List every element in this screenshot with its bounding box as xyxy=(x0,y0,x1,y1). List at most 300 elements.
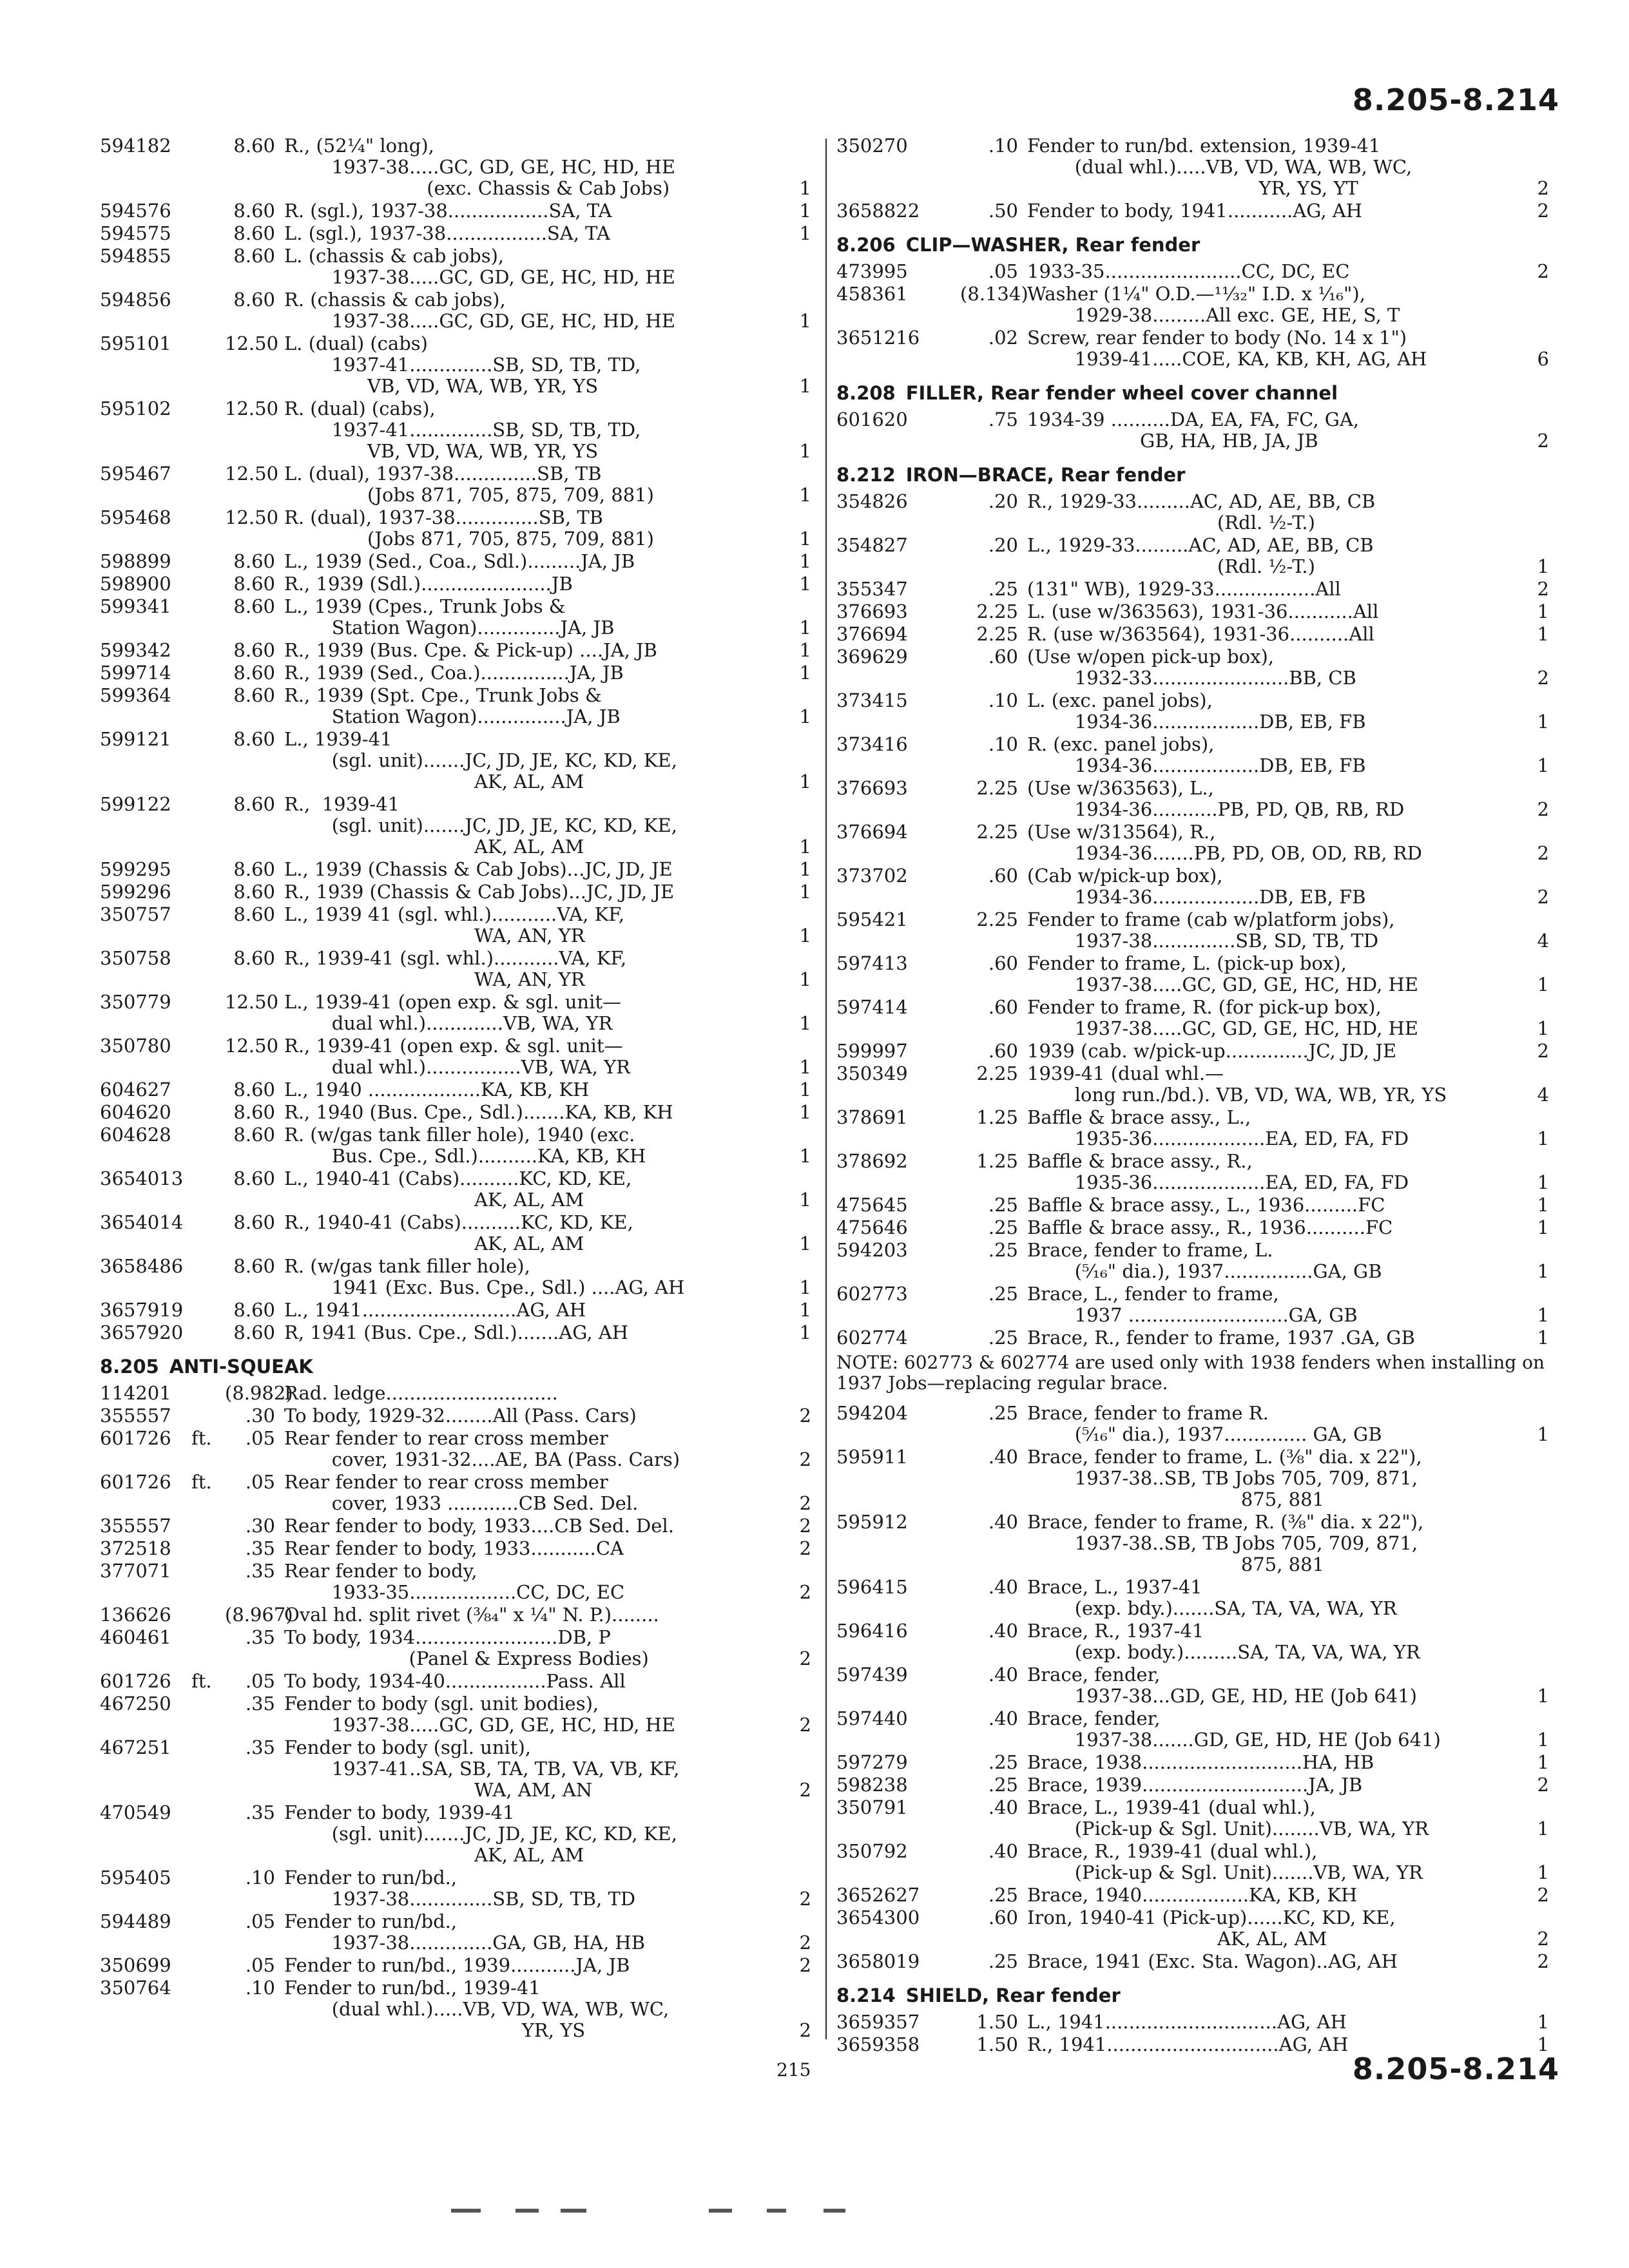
section-8208-entries xyxy=(836,409,1553,452)
part-description: R., 1940-41 (Cabs)..........KC, KD, KE, AK, AL, AM xyxy=(284,1211,633,1254)
part-price: .40 xyxy=(988,1576,1018,1598)
part-number: 3658486 xyxy=(100,1255,184,1277)
part-price: .25 xyxy=(988,1751,1018,1773)
part-entry xyxy=(836,579,1553,600)
part-entry xyxy=(836,1217,1553,1238)
unit-flag xyxy=(927,261,960,282)
part-quantity: 2 xyxy=(1537,886,1549,908)
part-price: 8.60 xyxy=(233,728,275,750)
part-number: 350270 xyxy=(836,135,908,157)
section-title: ANTI-SQUEAK xyxy=(169,1356,313,1378)
part-quantity: 2 xyxy=(1537,798,1549,820)
part-entry xyxy=(100,1428,815,1470)
unit-flag xyxy=(927,135,960,199)
part-quantity: 1 xyxy=(1537,1304,1549,1326)
part-quantity: 1 xyxy=(1537,1017,1549,1039)
part-number: 377071 xyxy=(100,1560,171,1582)
unit-flag xyxy=(191,1561,225,1603)
part-entry xyxy=(100,948,815,990)
part-entry xyxy=(100,1124,815,1167)
unit-flag xyxy=(927,1885,960,1906)
section-heading-8206 xyxy=(836,235,1553,256)
part-price: (8.134) xyxy=(960,283,1028,305)
part-price: .60 xyxy=(988,646,1018,668)
part-description: Fender to frame (cab w/platform jobs), 1937-38..............SB, SD, TB, TD xyxy=(1027,908,1395,952)
part-quantity: 2 xyxy=(1537,1774,1549,1796)
part-quantity: 1 xyxy=(1537,1171,1549,1193)
part-number: 604620 xyxy=(100,1101,171,1123)
part-number: 599122 xyxy=(100,793,171,815)
part-quantity: 2 xyxy=(799,1405,811,1427)
part-entry xyxy=(100,573,815,595)
part-number: 594576 xyxy=(100,200,171,222)
unit-flag xyxy=(191,135,225,199)
part-description: Oval hd. split rivet (⅜₄" x ¼" N. P.)........ xyxy=(284,1604,659,1626)
part-entry xyxy=(100,1627,815,1669)
unit-flag xyxy=(927,535,960,577)
part-price: .60 xyxy=(988,996,1018,1018)
part-price: .35 xyxy=(245,1736,275,1758)
part-price: .05 xyxy=(245,1471,275,1493)
part-quantity: 1 xyxy=(799,440,811,462)
part-price: 12.50 xyxy=(225,1035,279,1057)
part-price: .02 xyxy=(988,327,1018,349)
part-description: Brace, fender, 1937-38...GD, GE, HD, HE (Job 641) xyxy=(1027,1664,1417,1707)
part-entry xyxy=(100,794,815,858)
part-number: 378691 xyxy=(836,1106,908,1128)
part-entry xyxy=(100,992,815,1034)
part-quantity: 1 xyxy=(1537,1194,1549,1216)
part-number: 467251 xyxy=(100,1736,171,1758)
part-description: 1939-41 (dual whl.— long run./bd.). VB, VD, WA, WB, YR, YS xyxy=(1027,1062,1447,1106)
part-entry xyxy=(100,1867,815,1910)
part-price: 12.50 xyxy=(225,506,279,528)
part-description: (Cab w/pick-up box), 1934-36..................DB, EB, FB xyxy=(1027,865,1366,908)
unit-flag xyxy=(191,1256,225,1298)
unit-flag xyxy=(927,1403,960,1445)
part-number: 595912 xyxy=(836,1511,908,1533)
part-entry xyxy=(100,507,815,550)
part-number: 599296 xyxy=(100,881,171,903)
part-description: Iron, 1940-41 (Pick-up)......KC, KD, KE, AK, AL, AM xyxy=(1027,1907,1396,1950)
part-price: .10 xyxy=(988,689,1018,711)
part-price: .05 xyxy=(245,1954,275,1976)
part-entry xyxy=(836,1151,1553,1193)
unit-flag xyxy=(927,1327,960,1349)
part-entry xyxy=(836,1752,1553,1773)
unit-flag xyxy=(927,1151,960,1193)
part-quantity: 1 xyxy=(1537,555,1549,577)
part-description: Brace, 1940..................KA, KB, KH xyxy=(1027,1884,1358,1906)
part-quantity: 1 xyxy=(799,1276,811,1298)
unit-flag xyxy=(191,463,225,506)
part-entry xyxy=(836,327,1553,370)
part-price: 12.50 xyxy=(225,332,279,354)
unit-flag xyxy=(191,948,225,990)
part-entry xyxy=(836,690,1553,733)
part-number: 378692 xyxy=(836,1150,908,1172)
part-quantity: 1 xyxy=(799,310,811,332)
part-number: 604628 xyxy=(100,1124,171,1146)
part-description: R. (use w/363564), 1931-36..........All xyxy=(1027,623,1374,645)
part-entry xyxy=(100,1977,815,2041)
part-description: To body, 1934........................DB, P (Panel & Express Bodies) xyxy=(284,1626,649,1669)
part-number: 3659358 xyxy=(836,2033,920,2055)
part-entry xyxy=(100,1256,815,1298)
part-number: 599714 xyxy=(100,662,171,684)
part-number: 373416 xyxy=(836,733,908,755)
part-description: Brace, fender to frame R. (⁵⁄₁₆" dia.), 1937.............. GA, GB xyxy=(1027,1402,1382,1445)
part-entry xyxy=(836,1195,1553,1216)
part-entry xyxy=(836,778,1553,820)
part-number: 350349 xyxy=(836,1062,908,1084)
unit-flag xyxy=(191,1977,225,2041)
part-entry xyxy=(836,646,1553,689)
part-price: 8.60 xyxy=(233,1079,275,1100)
part-entry xyxy=(836,135,1553,199)
part-description: L., 1929-33.........AC, AD, AE, BB, CB (Rdl. ½-T.) xyxy=(1027,534,1374,577)
part-quantity: 1 xyxy=(799,968,811,990)
part-price: 8.60 xyxy=(233,1321,275,1343)
unit-flag xyxy=(191,1955,225,1976)
part-description: Rad. ledge............................. xyxy=(284,1382,558,1404)
part-quantity: 1 xyxy=(799,1189,811,1211)
part-quantity: 2 xyxy=(799,1515,811,1537)
part-entry xyxy=(836,1774,1553,1796)
part-entry xyxy=(836,284,1553,326)
unit-flag xyxy=(927,646,960,689)
scan-artifact xyxy=(561,2209,586,2213)
section-title: IRON—BRACE, Rear fender xyxy=(905,464,1186,486)
section-note: NOTE: 602773 & 602774 are used only with 1938 fenders when installing on 1937 Jobs—replacing regular brace. xyxy=(836,1352,1545,1394)
unit-flag xyxy=(191,398,225,462)
part-number: 3654013 xyxy=(100,1168,184,1189)
part-price: .35 xyxy=(245,1560,275,1582)
part-number: 369629 xyxy=(836,646,908,668)
part-entry xyxy=(836,535,1553,577)
part-price: .10 xyxy=(245,1977,275,1999)
part-number: 597413 xyxy=(836,952,908,974)
unit-flag: ft. xyxy=(191,1670,212,1692)
unit-flag xyxy=(191,1737,225,1801)
part-quantity: 1 xyxy=(799,1056,811,1078)
part-price: 8.60 xyxy=(233,289,275,311)
part-price: 1.25 xyxy=(976,1150,1018,1172)
part-number: 470549 xyxy=(100,1802,171,1823)
part-entry xyxy=(836,1041,1553,1062)
column-divider xyxy=(825,139,827,2039)
unit-flag xyxy=(927,1041,960,1062)
part-description: R., 1941.............................AG, AH xyxy=(1027,2033,1349,2055)
part-quantity: 1 xyxy=(799,836,811,858)
unit-flag xyxy=(191,859,225,880)
unit-flag xyxy=(927,1063,960,1106)
section-code: 8.205 xyxy=(100,1356,159,1378)
part-description: R. (w/gas tank filler hole), 1941 (Exc. Bus. Cpe., Sdl.) ....AG, AH xyxy=(284,1255,685,1298)
unit-flag xyxy=(191,1212,225,1254)
right-column xyxy=(836,135,1553,2055)
part-entry xyxy=(100,1737,815,1801)
part-number: 594855 xyxy=(100,245,171,267)
part-price: .25 xyxy=(988,1194,1018,1216)
part-description: (131" WB), 1929-33.................All xyxy=(1027,578,1341,600)
part-quantity: 2 xyxy=(1537,200,1549,222)
part-description: Rear fender to body, 1933-35..................CC, DC, EC xyxy=(284,1560,625,1603)
part-entry xyxy=(100,1955,815,1976)
part-number: 601726 xyxy=(100,1427,171,1449)
part-quantity: 2 xyxy=(799,1648,811,1669)
unit-flag xyxy=(191,200,225,222)
section-code: 8.212 xyxy=(836,464,896,486)
unit-flag xyxy=(927,1217,960,1238)
part-price: 12.50 xyxy=(225,463,279,485)
part-number: 373415 xyxy=(836,689,908,711)
unit-flag xyxy=(927,409,960,452)
part-description: Brace, L., 1939-41 (dual whl.), (Pick-up & Sgl. Unit)........VB, WA, YR xyxy=(1027,1796,1429,1840)
part-price: .60 xyxy=(988,952,1018,974)
part-price: .40 xyxy=(988,1620,1018,1642)
part-entry xyxy=(836,1577,1553,1619)
section-8212-entries-after-note xyxy=(836,1403,1553,1972)
unit-flag xyxy=(191,904,225,947)
part-description: Fender to frame, L. (pick-up box), 1937-38.....GC, GD, GE, HC, HD, HE xyxy=(1027,952,1418,995)
part-entry xyxy=(100,685,815,727)
unit-flag xyxy=(191,573,225,595)
part-quantity: 1 xyxy=(799,484,811,506)
part-quantity: 1 xyxy=(799,858,811,880)
part-price: .60 xyxy=(988,1907,1018,1928)
part-number: 458361 xyxy=(836,283,908,305)
part-price: .25 xyxy=(988,578,1018,600)
part-entry xyxy=(836,1664,1553,1707)
part-entry xyxy=(100,640,815,661)
part-quantity: 2 xyxy=(1537,667,1549,689)
part-description: R., 1939 (Chassis & Cab Jobs)...JC, JD, JE xyxy=(284,881,675,903)
part-price: 8.60 xyxy=(233,595,275,617)
part-entry xyxy=(836,1885,1553,1906)
part-entry xyxy=(100,1671,815,1692)
part-price: .25 xyxy=(988,1402,1018,1424)
part-number: 3657920 xyxy=(100,1321,184,1343)
part-entry xyxy=(100,223,815,244)
part-description: L., 1941..........................AG, AH xyxy=(284,1299,586,1321)
page-footer-code: 8.205-8.214 xyxy=(1352,2052,1559,2086)
unit-flag xyxy=(191,1867,225,1910)
scan-artifact xyxy=(824,2209,845,2213)
part-price: .35 xyxy=(245,1626,275,1648)
unit-flag xyxy=(927,284,960,326)
part-price: 12.50 xyxy=(225,398,279,419)
part-entry xyxy=(836,1512,1553,1575)
part-description: R., (52¼" long), 1937-38.....GC, GD, GE, HC, HD, HE (exc. Chassis & Cab Jobs) xyxy=(284,135,675,199)
part-number: 594204 xyxy=(836,1402,908,1424)
part-number: 599342 xyxy=(100,639,171,661)
unit-flag xyxy=(191,685,225,727)
part-quantity: 1 xyxy=(1537,1327,1549,1349)
part-number: 376693 xyxy=(836,777,908,799)
part-price: .20 xyxy=(988,534,1018,556)
part-quantity: 1 xyxy=(799,1233,811,1254)
part-description: R., 1939 (Sed., Coa.)...............JA, JB xyxy=(284,662,624,684)
unit-flag: ft. xyxy=(191,1427,212,1449)
part-entry xyxy=(836,1283,1553,1326)
part-description: Fender to run/bd. extension, 1939-41 (dual whl.).....VB, VD, WA, WB, WC, YR, YS, YT xyxy=(1027,135,1412,199)
part-number: 595405 xyxy=(100,1867,171,1888)
part-price: 8.60 xyxy=(233,135,275,157)
part-price: .75 xyxy=(988,408,1018,430)
unit-flag xyxy=(191,992,225,1034)
part-price: 8.60 xyxy=(233,639,275,661)
part-number: 3654014 xyxy=(100,1211,184,1233)
part-entry xyxy=(836,1107,1553,1149)
unit-flag xyxy=(191,729,225,793)
part-price: .10 xyxy=(988,733,1018,755)
part-price: 8.60 xyxy=(233,684,275,706)
part-price: 8.60 xyxy=(233,662,275,684)
part-number: 350780 xyxy=(100,1035,171,1057)
part-description: Fender to run/bd., 1939-41 (dual whl.).....VB, VD, WA, WB, WC, YR, YS xyxy=(284,1977,670,2041)
part-quantity: 1 xyxy=(799,550,811,572)
part-price: .60 xyxy=(988,1040,1018,1062)
part-number: 3658019 xyxy=(836,1950,920,1972)
part-price: 8.60 xyxy=(233,1124,275,1146)
part-entry xyxy=(100,245,815,288)
part-entry xyxy=(836,491,1553,533)
part-entry xyxy=(100,904,815,947)
unit-flag xyxy=(927,1195,960,1216)
unit-flag xyxy=(927,953,960,995)
part-quantity: 1 xyxy=(799,771,811,793)
part-price: 8.60 xyxy=(233,1168,275,1189)
part-entry xyxy=(100,1405,815,1427)
section-8206-entries xyxy=(836,261,1553,370)
part-number: 3659357 xyxy=(836,2011,920,2033)
part-description: Rear fender to rear cross member cover, 1933 ............CB Sed. Del. xyxy=(284,1471,639,1514)
part-description: R. (dual) (cabs), 1937-41..............SB, SD, TB, TD, VB, VD, WA, WB, YR, YS xyxy=(284,398,641,462)
part-number: 473995 xyxy=(836,260,908,282)
part-entry xyxy=(100,463,815,506)
part-number: 597439 xyxy=(836,1664,908,1686)
part-price: 8.60 xyxy=(233,200,275,222)
unit-flag xyxy=(927,1107,960,1149)
section-heading-8214 xyxy=(836,1985,1553,2006)
part-number: 3654300 xyxy=(836,1907,920,1928)
part-description: 1934-39 ..........DA, EA, FA, FC, GA, GB, HA, HB, JA, JB xyxy=(1027,408,1360,452)
part-description: Fender to body, 1941...........AG, AH xyxy=(1027,200,1363,222)
part-description: R., 1939-41 (sgl. unit).......JC, JD, JE, KC, KD, KE, AK, AL, AM xyxy=(284,793,677,858)
part-number: 355347 xyxy=(836,578,908,600)
part-number: 350779 xyxy=(100,991,171,1013)
part-number: 355557 xyxy=(100,1515,171,1537)
scan-artifact xyxy=(516,2209,539,2213)
part-price: .30 xyxy=(245,1515,275,1537)
right-pre-entries xyxy=(836,135,1553,222)
section-title: SHIELD, Rear fender xyxy=(905,1984,1121,2006)
part-price: .25 xyxy=(988,1216,1018,1238)
part-price: 2.25 xyxy=(976,908,1018,930)
page-number: 215 xyxy=(776,2059,811,2081)
part-entry xyxy=(100,1322,815,1343)
unit-flag xyxy=(927,1774,960,1796)
part-price: .30 xyxy=(245,1405,275,1427)
unit-flag xyxy=(927,1664,960,1707)
unit-flag xyxy=(927,2012,960,2033)
part-description: R., 1939 (Spt. Cpe., Trunk Jobs & Station Wagon)...............JA, JB xyxy=(284,684,621,727)
part-quantity: 1 xyxy=(799,881,811,903)
part-entry xyxy=(100,1911,815,1954)
part-number: 594182 xyxy=(100,135,171,157)
unit-flag xyxy=(927,1620,960,1663)
part-number: 376694 xyxy=(836,821,908,843)
part-quantity: 1 xyxy=(1537,1423,1549,1445)
unit-flag xyxy=(191,1035,225,1078)
part-number: 373702 xyxy=(836,865,908,887)
part-quantity: 1 xyxy=(1537,1128,1549,1149)
part-entry xyxy=(100,1383,815,1404)
part-quantity: 2 xyxy=(1537,1884,1549,1906)
part-entry xyxy=(100,1300,815,1321)
part-description: Brace, L., 1937-41 (exp. bdy.).......SA, TA, VA, WA, YR xyxy=(1027,1576,1397,1619)
part-price: 2.25 xyxy=(976,1062,1018,1084)
part-entry xyxy=(100,1079,815,1100)
part-description: Screw, rear fender to body (No. 14 x 1") 1939-41.....COE, KA, KB, KH, AG, AH xyxy=(1027,327,1427,370)
part-number: 350757 xyxy=(100,903,171,925)
unit-flag xyxy=(927,1907,960,1950)
part-quantity: 6 xyxy=(1537,348,1549,370)
part-entry xyxy=(836,409,1553,452)
part-entry xyxy=(836,1240,1553,1282)
part-quantity: 1 xyxy=(799,528,811,550)
part-number: 350764 xyxy=(100,1977,171,1999)
unit-flag xyxy=(191,640,225,661)
unit-flag xyxy=(927,579,960,600)
part-price: .05 xyxy=(245,1427,275,1449)
unit-flag xyxy=(927,1752,960,1773)
part-number: 599364 xyxy=(100,684,171,706)
unit-flag xyxy=(927,1283,960,1326)
part-entry xyxy=(836,1620,1553,1663)
part-entry xyxy=(100,596,815,639)
part-quantity: 2 xyxy=(1537,430,1549,452)
part-description: R., 1940 (Bus. Cpe., Sdl.).......KA, KB, KH xyxy=(284,1101,673,1123)
unit-flag xyxy=(927,491,960,533)
unit-flag xyxy=(191,223,225,244)
part-price: 1.50 xyxy=(976,2033,1018,2055)
part-price: 8.60 xyxy=(233,573,275,595)
part-number: 597414 xyxy=(836,996,908,1018)
part-quantity: 2 xyxy=(799,2019,811,2041)
part-number: 350699 xyxy=(100,1954,171,1976)
part-quantity: 2 xyxy=(1537,177,1549,199)
unit-flag xyxy=(927,624,960,645)
part-description: R. (chassis & cab jobs), 1937-38.....GC, GD, GE, HC, HD, HE xyxy=(284,289,675,332)
part-quantity: 1 xyxy=(1537,754,1549,776)
part-description: Brace, fender, 1937-38.......GD, GE, HD, HE (Job 641) xyxy=(1027,1707,1441,1751)
part-quantity: 2 xyxy=(799,1537,811,1559)
part-number: 376693 xyxy=(836,601,908,622)
part-quantity: 1 xyxy=(799,375,811,397)
part-quantity: 1 xyxy=(799,177,811,199)
part-description: Brace, fender to frame, L. (⁵⁄₁₆" dia.), 1937...............GA, GB xyxy=(1027,1239,1382,1282)
left-pre-entries xyxy=(100,135,815,1343)
section-heading-8205 xyxy=(100,1356,815,1378)
unit-flag xyxy=(191,662,225,684)
unit-flag xyxy=(927,601,960,622)
part-entry xyxy=(836,1797,1553,1840)
part-price: .40 xyxy=(988,1664,1018,1686)
part-price: .10 xyxy=(988,135,1018,157)
part-quantity: 2 xyxy=(799,1714,811,1736)
